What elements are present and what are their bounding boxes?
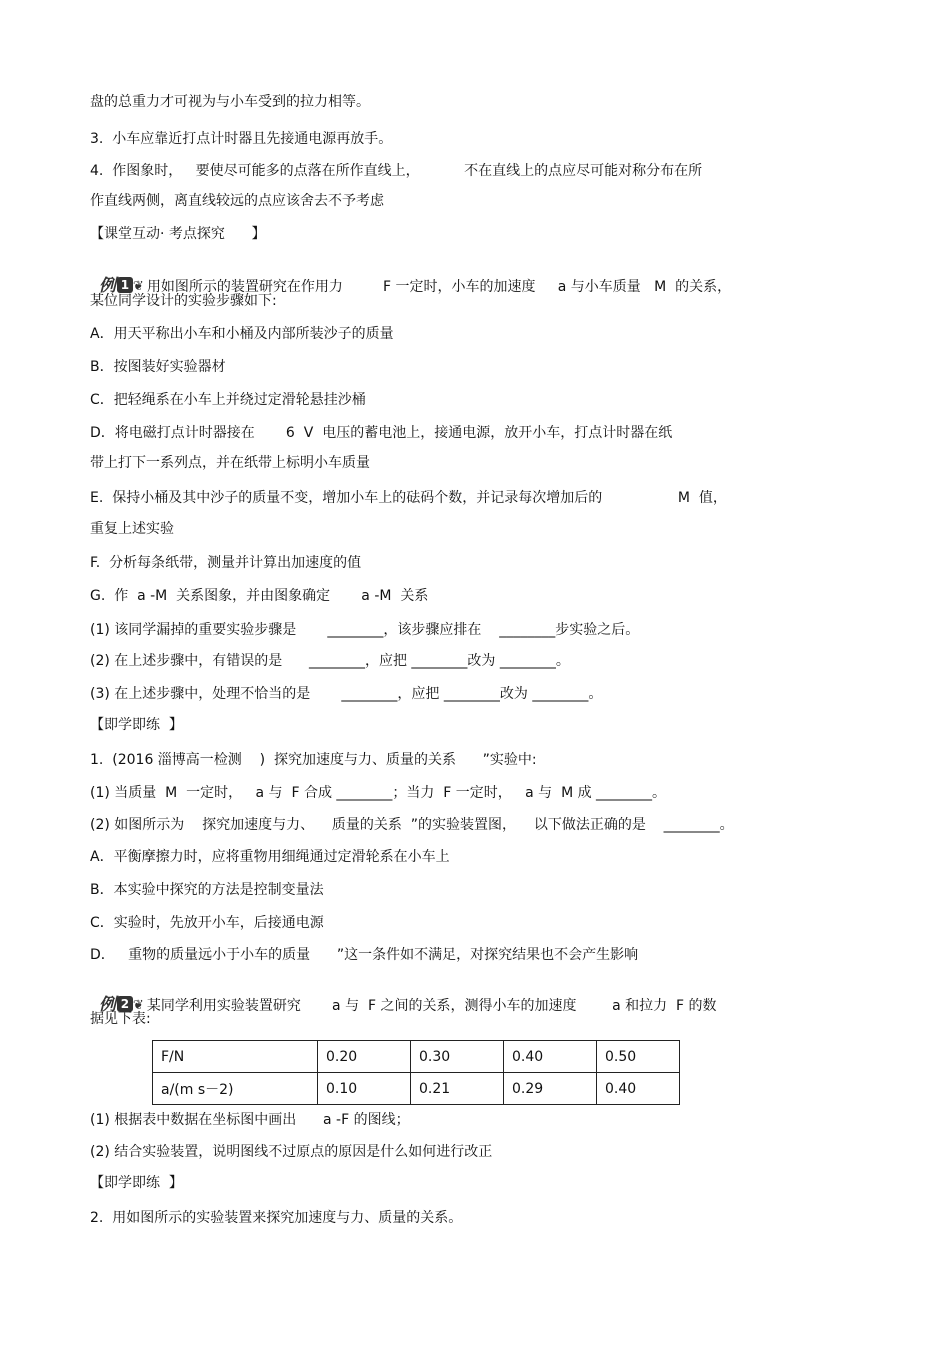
text-line: A．用天平称出小车和小桶及内部所装沙子的质量 — [90, 326, 394, 342]
text-line: G. 作 a -M 关系图象，并由图象确定 a -M 关系 — [90, 588, 429, 604]
table-cell: 0.50 — [597, 1041, 680, 1073]
section-heading: 【即学即练 】 — [90, 1175, 183, 1191]
table-cell: 0.29 — [504, 1073, 597, 1105]
text-line: 重复上述实验 — [90, 521, 174, 537]
question-line: (1) 根据表中数据在坐标图中画出 a -F 的图线； — [90, 1112, 410, 1128]
question-line: (3) 在上述步骤中，处理不恰当的是 ________，应把 ________改为 ________。 — [90, 686, 603, 702]
text-line: 4. 作图象时， 要使尽可能多的点落在所作直线上， 不在直线上的点应尽可能对称分布在所 — [90, 163, 703, 179]
example-2-text: 某同学利用实验装置研究 a 与 F 之间的关系，测得小车的加速度 a 和拉力 F 的数 — [146, 998, 717, 1014]
table-row — [153, 1041, 680, 1073]
table-cell: 0.30 — [411, 1041, 504, 1073]
example-1-text: 用如图所示的装置研究在作用力 F 一定时，小车的加速度 a 与小车质量 M 的关系， — [146, 279, 732, 295]
text-line: 2. 用如图所示的实验装置来探究加速度与力、质量的关系。 — [90, 1210, 463, 1226]
text-line: E. 保持小桶及其中沙子的质量不变，增加小车上的砝码个数，并记录每次增加后的 M 值， — [90, 490, 727, 506]
text-line: B．按图装好实验器材 — [90, 359, 226, 375]
text-line: 据见下表: — [90, 1011, 151, 1027]
table-row — [153, 1073, 680, 1105]
text-line: 某位同学设计的实验步骤如下: — [90, 293, 277, 309]
question-line: (2) 结合实验装置，说明图线不过原点的原因是什么如何进行改正 — [90, 1144, 493, 1160]
text-line: 作直线两侧，离直线较远的点应该舍去不予考虑 — [90, 193, 384, 209]
table-cell: 0.40 — [597, 1073, 680, 1105]
table-cell: a/(m s－2) — [153, 1073, 318, 1105]
option-line: C．实验时，先放开小车，后接通电源 — [90, 915, 324, 931]
table-cell: 0.40 — [504, 1041, 597, 1073]
option-line: A．平衡摩擦力时，应将重物用细绳通过定滑轮系在小车上 — [90, 849, 450, 865]
text-line: 1. (2016 淄博高一检测 ) 探究加速度与力、质量的关系 ”实验中: — [90, 752, 537, 768]
leaf-icon: ❦ — [132, 998, 144, 1013]
section-heading: 【课堂互动· 考点探究 】 — [90, 226, 266, 242]
text-line: C．把轻绳系在小车上并绕过定滑轮悬挂沙桶 — [90, 392, 366, 408]
table-cell: 0.10 — [318, 1073, 411, 1105]
text-line: F. 分析每条纸带，测量并计算出加速度的值 — [90, 555, 362, 571]
section-heading: 【即学即练 】 — [90, 717, 183, 733]
example-2-line — [90, 975, 717, 1016]
example-1-badge: 例 1 ❦ — [98, 276, 144, 296]
table-cell: 0.20 — [318, 1041, 411, 1073]
question-line: (1) 该同学漏掉的重要实验步骤是 ________，该步骤应排在 ________步实验之后。 — [90, 622, 640, 638]
table-cell: 0.21 — [411, 1073, 504, 1105]
question-line: (2) 在上述步骤中，有错误的是 ________，应把 ________改为 ________。 — [90, 653, 570, 669]
option-line: B．本实验中探究的方法是控制变量法 — [90, 882, 324, 898]
question-line: (1) 当质量 M 一定时， a 与 F 合成 ________；当力 F 一定时， a 与 M 成 ________。 — [90, 785, 667, 801]
example-1-line — [90, 256, 731, 297]
text-line: 盘的总重力才可视为与小车受到的拉力相等。 — [90, 94, 370, 110]
table-cell: F/N — [153, 1041, 318, 1073]
question-line: (2) 如图所示为 探究加速度与力、 质量的关系 ”的实验装置图， 以下做法正确的是 ________。 — [90, 817, 734, 833]
text-line: D．将电磁打点计时器接在 6 V 电压的蓄电池上，接通电源，放开小车，打点计时器在纸 — [90, 425, 673, 441]
option-line: D． 重物的质量远小于小车的质量 ”这一条件如不满足，对探究结果也不会产生影响 — [90, 947, 639, 963]
text-line: 3. 小车应靠近打点计时器且先接通电源再放手。 — [90, 131, 393, 147]
example-2-badge: 例 2 ❦ — [98, 995, 144, 1015]
data-table — [152, 1040, 680, 1105]
leaf-icon: ❦ — [132, 279, 144, 294]
text-line: 带上打下一系列点，并在纸带上标明小车质量 — [90, 455, 370, 471]
